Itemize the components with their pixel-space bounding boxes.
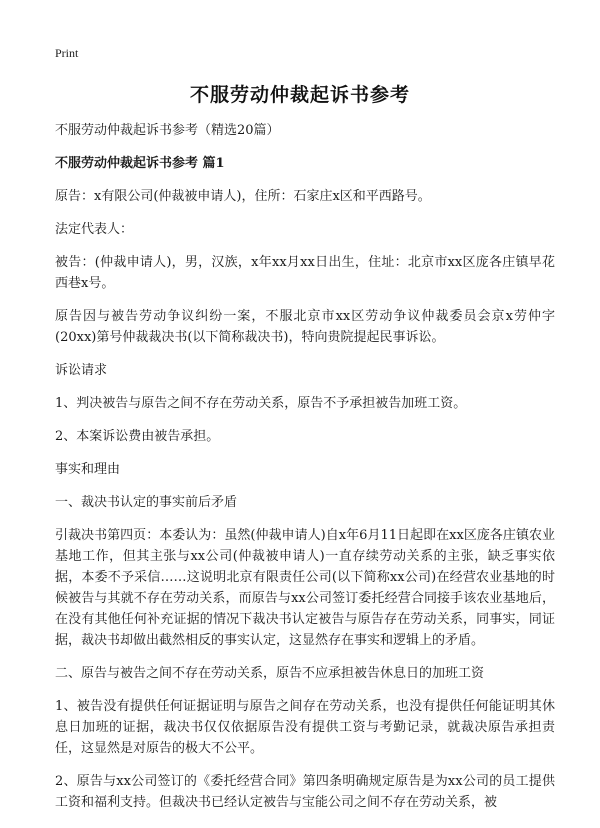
paragraph-intro: 原告因与被告劳动争议纠纷一案，不服北京市xx区劳动争议仲裁委员会京x劳仲字(20xx)第号仲裁裁决书(以下简称裁决书)，特向贵院提起民事诉讼。 — [55, 309, 555, 345]
paragraph-claim-1: 1、判决被告与原告之间不存在劳动关系，原告不予承担被告加班工资。 — [55, 396, 467, 411]
document-subtitle: 不服劳动仲裁起诉书参考（精选20篇） — [55, 123, 280, 138]
heading-claims: 诉讼请求 — [55, 363, 108, 378]
heading-facts: 事实和理由 — [55, 462, 121, 477]
paragraph-defendant: 被告：(仲裁申请人)，男，汉族，x年xx月xx日出生，住址：北京市xx区庞各庄镇早花西巷x号。 — [55, 255, 555, 291]
paragraph-plaintiff: 原告：x有限公司(仲裁被申请人)，住所：石家庄x区和平西路号。 — [55, 189, 431, 204]
paragraph-sub-2: 2、原告与xx公司签订的《委托经营合同》第四条明确规定原告是为xx公司的员工提供工资和福利支持。但裁决书已经认定被告与宝能公司之间不存在劳动关系，被 — [55, 774, 555, 810]
paragraph-quote: 引裁决书第四页：本委认为：虽然(仲裁申请人)自x年6月11日起即在xx区庞各庄镇农业基地工作，但其主张与xx公司(仲裁被申请人)一直存续劳动关系的主张，缺乏事实依据，本委不予采信……这说明北京有限责任公司(以下简称xx公司)在经营农业基地的时候被告与其就不存在劳动关系，而原告与xx公司签订委托经营合同接手该农业基地后，在没有其他任何补充证据的情况下裁决书认定被告与原告存在劳动关系，同事实，同证据，裁决书却做出截然相反的事实认定，这显然存在事实和逻辑上的矛盾。 — [55, 528, 555, 648]
document-body — [55, 120, 555, 825]
paragraph-legal-rep: 法定代表人： — [55, 222, 134, 237]
paragraph-sub-1: 1、被告没有提供任何证据证明与原告之间存在劳动关系，也没有提供任何能证明其休息日加班的证据，裁决书仅仅依据原告没有提供工资与考勤记录，就裁决原告承担责任，这显然是对原告的极大不公平。 — [55, 699, 555, 756]
paragraph-claim-2: 2、本案诉讼费由被告承担。 — [55, 429, 220, 444]
heading-point-2: 二、原告与被告之间不存在劳动关系，原告不应承担被告休息日的加班工资 — [55, 666, 485, 681]
document-title: 不服劳动仲裁起诉书参考 — [189, 84, 410, 106]
heading-point-1: 一、裁决书认定的事实前后矛盾 — [55, 495, 238, 510]
section-heading: 不服劳动仲裁起诉书参考 篇1 — [55, 156, 225, 171]
print-label: Print — [55, 46, 79, 60]
